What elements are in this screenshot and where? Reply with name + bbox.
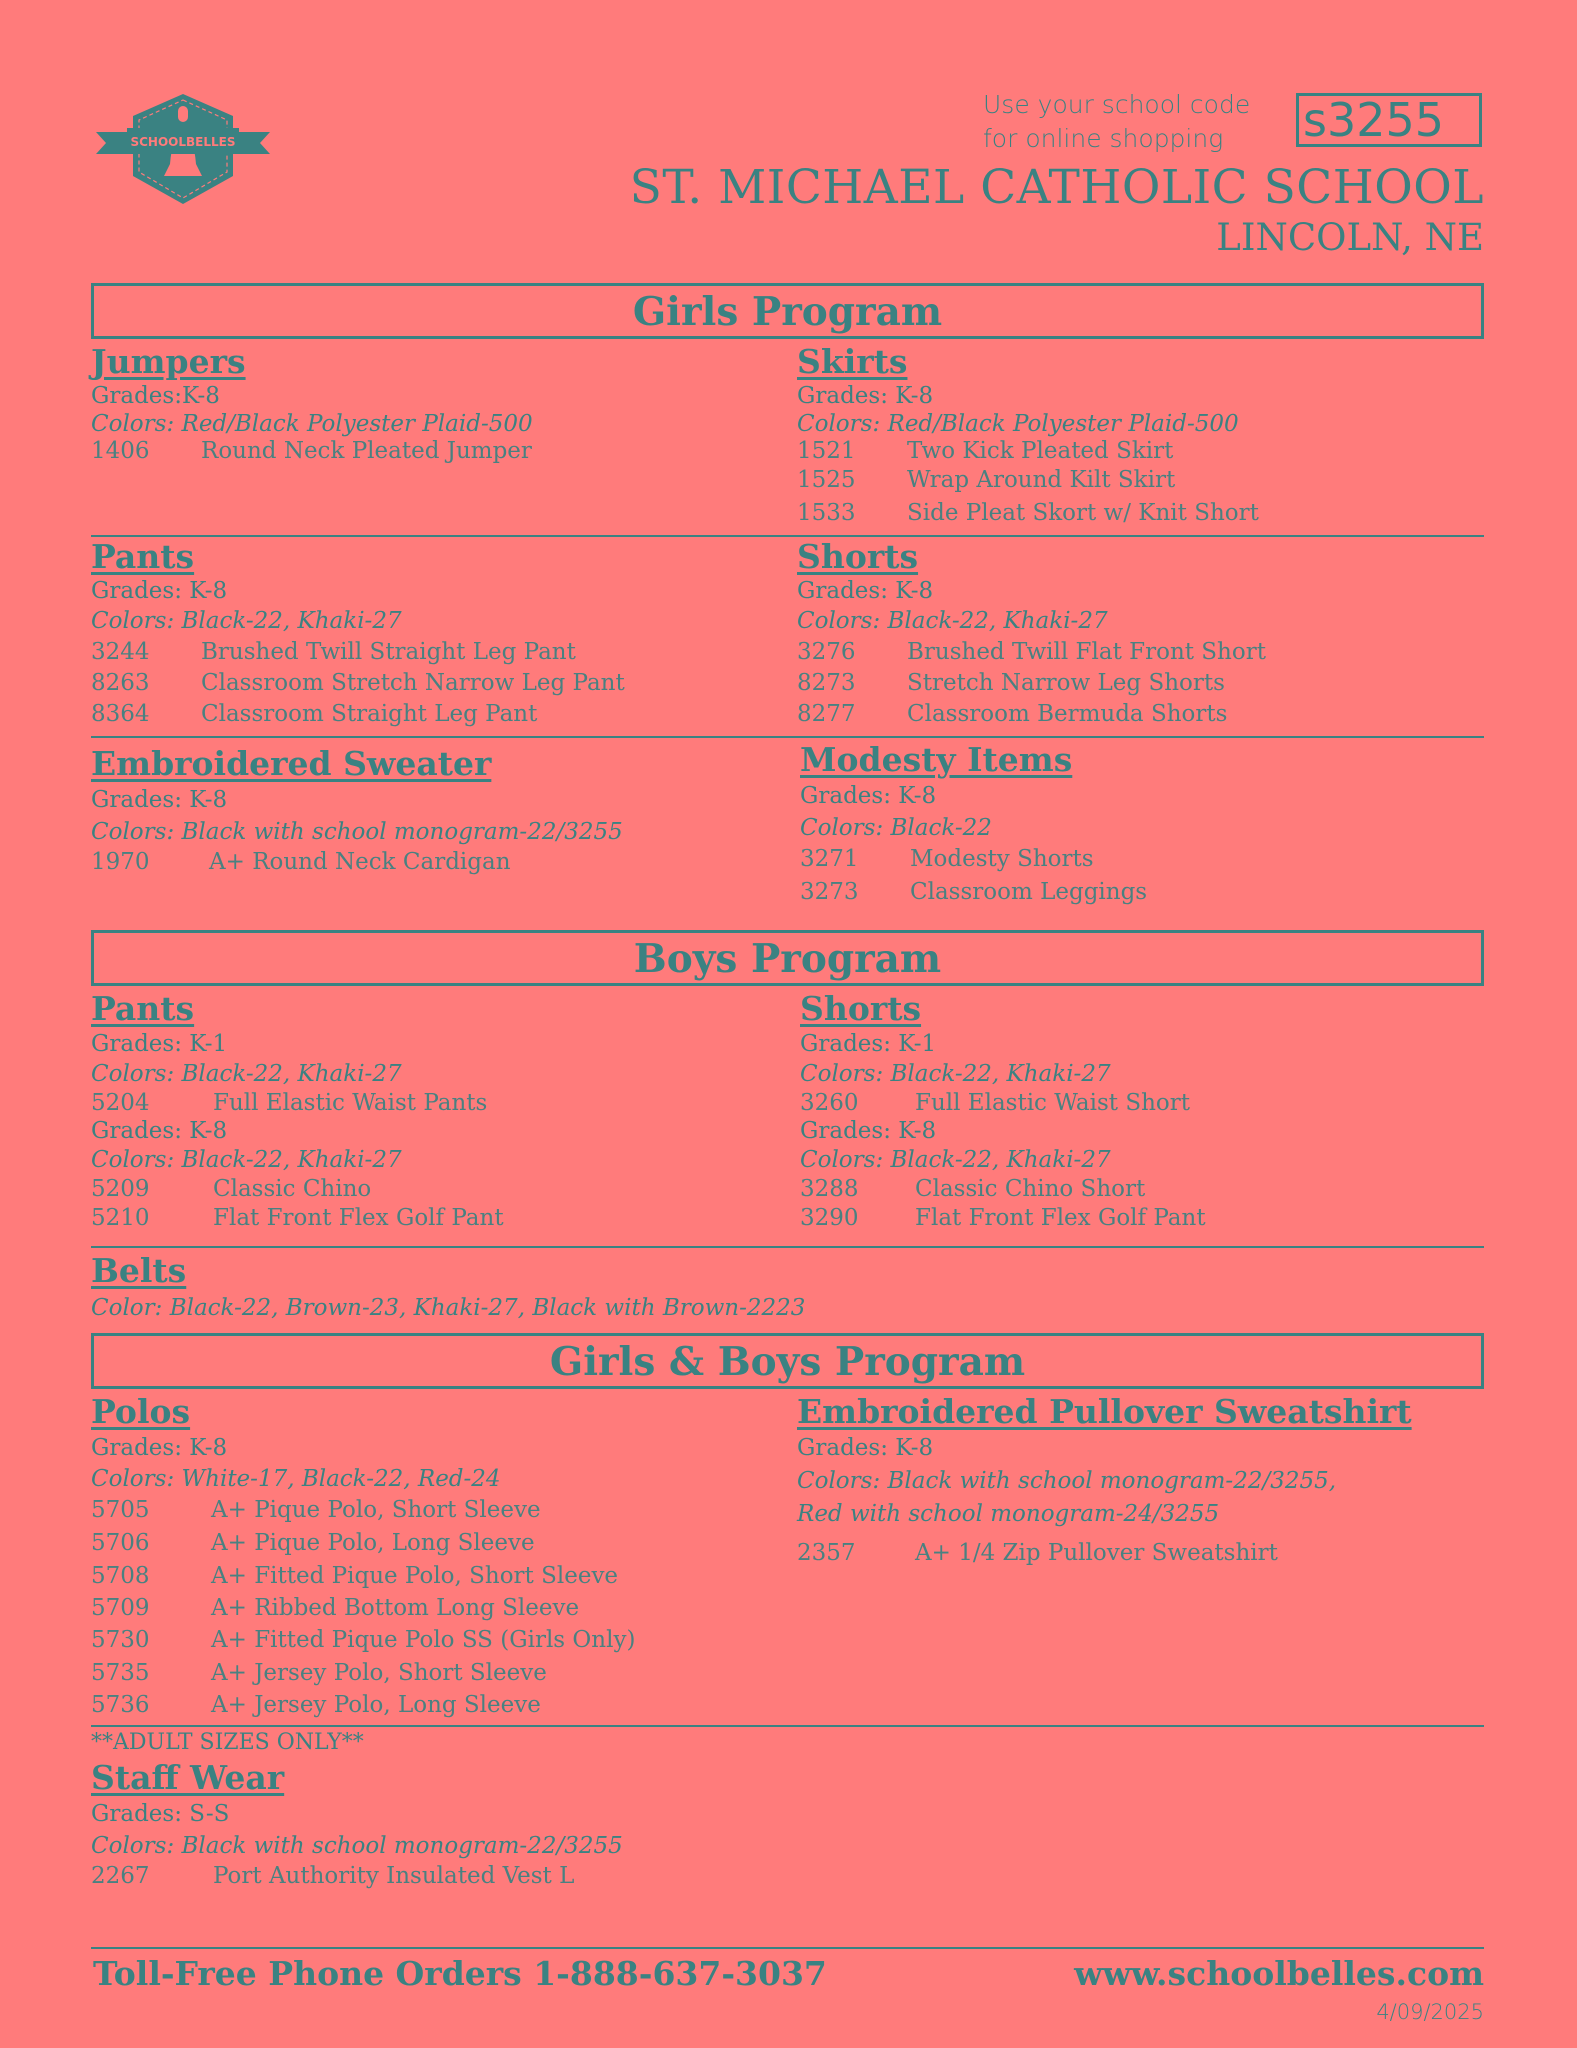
list-item: 2267 Port Authority Insulated Vest L [91, 1863, 575, 1889]
grades-label: Grades: K-8 [800, 1118, 937, 1144]
category-title: Embroidered Pullover Sweatshirt [797, 1392, 1412, 1431]
category-title: Embroidered Sweater [91, 744, 492, 783]
colors-label: Colors: Black with school monogram-22/3255, [797, 1468, 1337, 1494]
bell-badge-icon [92, 92, 274, 208]
list-item: 8364 Classroom Straight Leg Pant [91, 701, 538, 727]
colors-label: Colors: Black-22, Khaki-27 [91, 1147, 402, 1173]
list-item: 2357 A+ 1/4 Zip Pullover Sweatshirt [797, 1540, 1278, 1566]
colors-label: Colors: Black-22 [800, 815, 992, 841]
adult-sizes-note: **ADULT SIZES ONLY** [91, 1730, 364, 1755]
grades-label: Grades: K-8 [797, 1435, 934, 1461]
svg-text:SCHOOLBELLES: SCHOOLBELLES [130, 135, 236, 149]
list-item: 5210 Flat Front Flex Golf Pant [91, 1205, 504, 1231]
colors-label: Colors: Black-22, Khaki-27 [800, 1061, 1111, 1087]
category-pullover-sweatshirt [797, 1392, 1412, 1576]
list-item: 1970 A+ Round Neck Cardigan [91, 849, 511, 875]
colors-label: Colors: Red/Black Polyester Plaid-500 [91, 411, 533, 437]
list-item: 5209 Classic Chino [91, 1176, 372, 1202]
section-divider [91, 1246, 1484, 1248]
grades-label: Grades: K-8 [91, 787, 228, 813]
list-item: 1525 Wrap Around Kilt Skirt [797, 467, 1176, 493]
colors-label: Colors: Black-22, Khaki-27 [91, 1061, 402, 1087]
list-item: 3244 Brushed Twill Straight Leg Pant [91, 639, 576, 665]
grades-label: Grades: K-8 [797, 383, 934, 409]
list-item: 1521 Two Kick Pleated Skirt [797, 438, 1174, 464]
category-title: Modesty Items [800, 740, 1073, 779]
list-item: 3288 Classic Chino Short [800, 1176, 1146, 1202]
girls-program-banner: Girls Program [91, 283, 1484, 339]
code-prompt-line1: Use your school code [983, 90, 1251, 119]
category-girls-pants [91, 537, 625, 730]
grades-label: Grades: K-8 [91, 1435, 228, 1461]
list-item: 5204 Full Elastic Waist Pants [91, 1090, 488, 1116]
list-item: 3290 Flat Front Flex Golf Pant [800, 1205, 1206, 1231]
grades-label: Grades: K-1 [800, 1031, 937, 1057]
category-title: Polos [91, 1392, 191, 1431]
school-code-prompt [983, 88, 1250, 156]
category-modesty-items [800, 740, 1147, 910]
boys-program-banner: Boys Program [91, 930, 1484, 986]
category-girls-shorts [797, 537, 1266, 730]
list-item: 8277 Classroom Bermuda Shorts [797, 701, 1228, 727]
schoolbelles-logo [92, 92, 274, 208]
school-code-box: s3255 [1296, 93, 1482, 147]
grades-label: Grades: S-S [91, 1801, 230, 1827]
list-item: 5706 A+ Pique Polo, Long Sleeve [91, 1530, 535, 1556]
list-item: 1533 Side Pleat Skort w/ Knit Short [797, 500, 1259, 526]
revision-date: 4/09/2025 [1376, 2000, 1484, 2024]
list-item: 5736 A+ Jersey Polo, Long Sleeve [91, 1692, 541, 1718]
grades-label: Grades: K-8 [91, 1118, 228, 1144]
category-jumpers [91, 342, 533, 464]
list-item: 5735 A+ Jersey Polo, Short Sleeve [91, 1660, 547, 1686]
colors-label: Color: Black-22, Brown-23, Khaki-27, Black with Brown-2223 [91, 1295, 806, 1321]
list-item: 8273 Stretch Narrow Leg Shorts [797, 670, 1225, 696]
website-link[interactable]: www.schoolbelles.com [1074, 1954, 1484, 1993]
phone-orders[interactable]: Toll-Free Phone Orders 1-888-637-3037 [93, 1954, 827, 1993]
category-belts [91, 1251, 805, 1325]
category-skirts [797, 342, 1259, 530]
category-title: Pants [91, 989, 195, 1028]
list-item: 3276 Brushed Twill Flat Front Short [797, 639, 1266, 665]
list-item: 3273 Classroom Leggings [800, 879, 1148, 905]
category-title: Pants [91, 537, 195, 576]
footer-divider [91, 1947, 1484, 1949]
code-prompt-line2: for online shopping [983, 124, 1224, 153]
grades-label: Grades: K-8 [797, 578, 934, 604]
grades-label: Grades:K-8 [91, 383, 220, 409]
category-boys-pants [91, 989, 504, 1233]
category-title: Staff Wear [91, 1758, 285, 1797]
section-divider [91, 736, 1484, 738]
category-title: Jumpers [91, 342, 246, 381]
category-title: Shorts [800, 989, 922, 1028]
school-city: LINCOLN, NE [1216, 216, 1484, 259]
colors-label-continued: Red with school monogram-24/3255 [797, 1501, 1220, 1527]
category-title: Belts [91, 1251, 187, 1290]
colors-label: Colors: Black with school monogram-22/3255 [91, 819, 623, 845]
category-polos [91, 1392, 635, 1721]
list-item: 5708 A+ Fitted Pique Polo, Short Sleeve [91, 1563, 619, 1589]
colors-label: Colors: Black-22, Khaki-27 [797, 608, 1108, 634]
colors-label: Colors: Black with school monogram-22/3255 [91, 1833, 623, 1859]
grades-label: Grades: K-1 [91, 1031, 228, 1057]
colors-label: Colors: Black-22, Khaki-27 [800, 1147, 1111, 1173]
list-item: 5709 A+ Ribbed Bottom Long Sleeve [91, 1595, 580, 1621]
category-staff-wear [91, 1728, 623, 1890]
category-title: Shorts [797, 537, 919, 576]
list-item: 8263 Classroom Stretch Narrow Leg Pant [91, 670, 625, 696]
list-item: 5705 A+ Pique Polo, Short Sleeve [91, 1497, 541, 1523]
colors-label: Colors: Black-22, Khaki-27 [91, 608, 402, 634]
category-embroidered-sweater [91, 744, 623, 876]
section-divider [91, 1725, 1484, 1727]
grades-label: Grades: K-8 [91, 578, 228, 604]
girls-boys-program-banner: Girls & Boys Program [91, 1333, 1484, 1389]
list-item: 5730 A+ Fitted Pique Polo SS (Girls Only) [91, 1627, 636, 1653]
school-name: ST. MICHAEL CATHOLIC SCHOOL [629, 160, 1484, 215]
list-item: 3271 Modesty Shorts [800, 846, 1094, 872]
colors-label: Colors: White-17, Black-22, Red-24 [91, 1466, 501, 1492]
category-boys-shorts [800, 989, 1206, 1233]
colors-label: Colors: Red/Black Polyester Plaid-500 [797, 411, 1239, 437]
list-item: 3260 Full Elastic Waist Short [800, 1090, 1190, 1116]
list-item: 1406 Round Neck Pleated Jumper [91, 438, 532, 464]
grades-label: Grades: K-8 [800, 783, 937, 809]
category-title: Skirts [797, 342, 908, 381]
